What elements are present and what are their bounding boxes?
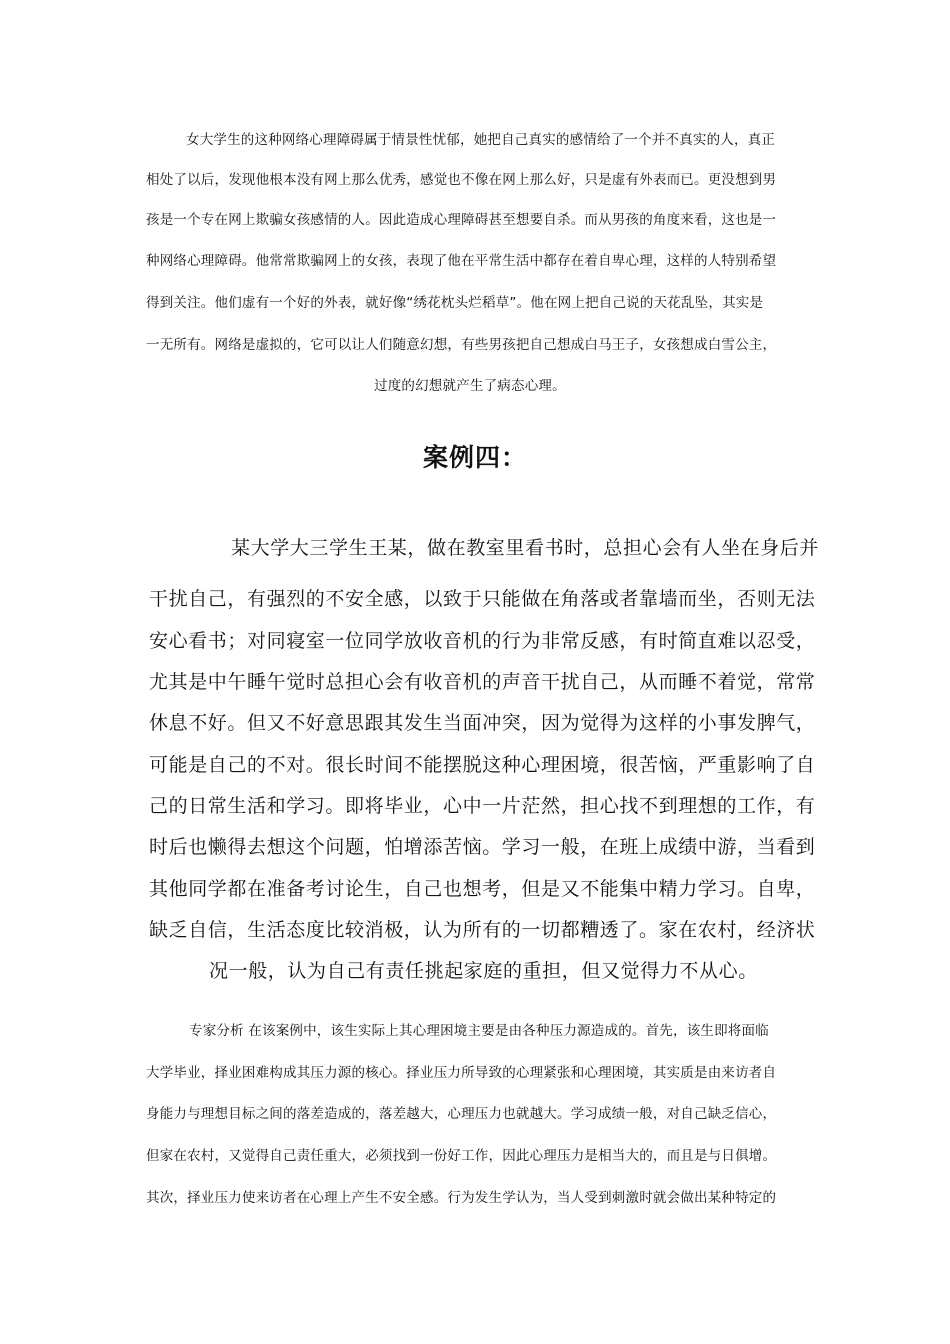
text-line: 时后也懒得去想这个问题，怕增添苦恼。学习一般，在班上成绩中游，当看到 bbox=[149, 836, 816, 858]
text-line: 其他同学都在准备考讨论生，自己也想考，但是又不能集中精力学习。自卑， bbox=[149, 878, 816, 900]
text-line: 尤其是中午睡午觉时总担心会有收音机的声音干扰自己，从而睡不着觉，常常 bbox=[149, 671, 816, 693]
text-line: 得到关注。他们虚有一个好的外表，就好像“绣花枕头烂稻草”。他在网上把自己说的天花乱坠，其实是 bbox=[146, 295, 764, 311]
text-line: 大学毕业，择业困难构成其压力源的核心。择业压力所导致的心理紧张和心理困境，其实质是由来访者自 bbox=[146, 1065, 777, 1081]
text-line: 相处了以后，发现他根本没有网上那么优秀，感觉也不像在网上那么好，只是虚有外表而已。更没想到男 bbox=[146, 172, 777, 188]
text-line: 其次，择业压力使来访者在心理上产生不安全感。行为发生学认为，当人受到刺激时就会做出某种特定的 bbox=[146, 1190, 777, 1206]
text-line: 身能力与理想目标之间的落差造成的，落差越大，心理压力也就越大。学习成绩一般，对自己缺乏信心， bbox=[146, 1106, 777, 1122]
text-line: 缺乏自信，生活态度比较消极，认为所有的一切都糟透了。家在农村，经济状 bbox=[149, 919, 816, 941]
text-line: 但家在农村，又觉得自己责任重大，必须找到一份好工作，因此心理压力是相当大的，而且是与日俱增。 bbox=[146, 1148, 777, 1164]
text-line: 况一般，认为自己有责任挑起家庭的重担，但又觉得力不从心。 bbox=[209, 960, 758, 982]
text-line: 女大学生的这种网络心理障碍属于情景性忧郁，她把自己真实的感情给了一个并不真实的人，真正 bbox=[186, 132, 776, 148]
text-line: 安心看书；对同寝室一位同学放收音机的行为非常反感，有时简直难以忍受， bbox=[149, 630, 816, 652]
text-line: 干扰自己，有强烈的不安全感，以致于只能做在角落或者靠墙而坐，否则无法 bbox=[149, 588, 816, 610]
section-heading: 案例四： bbox=[422, 443, 527, 472]
text-line: 种网络心理障碍。他常常欺骗网上的女孩，表现了他在平常生活中都存在着自卑心理，这样的人特别希望 bbox=[146, 253, 777, 269]
text-line: 一无所有。网络是虚拟的，它可以让人们随意幻想，有些男孩把自己想成白马王子，女孩想成白雪公主， bbox=[146, 337, 777, 353]
text-line: 某大学大三学生王某，做在教室里看书时，总担心会有人坐在身后并 bbox=[231, 537, 820, 559]
text-line: 过度的幻想就产生了病态心理。 bbox=[374, 378, 566, 394]
text-line: 专家分析 在该案例中，该生实际上其心理困境主要是由各种压力源造成的。首先，该生即将面临 bbox=[189, 1023, 769, 1039]
text-line: 己的日常生活和学习。即将毕业，心中一片茫然，担心找不到理想的工作，有 bbox=[149, 795, 816, 817]
text-line: 孩是一个专在网上欺骗女孩感情的人。因此造成心理障碍甚至想要自杀。而从男孩的角度来看，这也是一 bbox=[146, 212, 777, 228]
text-line: 休息不好。但又不好意思跟其发生当面冲突，因为觉得为这样的小事发脾气， bbox=[149, 712, 816, 734]
text-line: 可能是自己的不对。很长时间不能摆脱这种心理困境，很苦恼，严重影响了自 bbox=[149, 754, 816, 776]
